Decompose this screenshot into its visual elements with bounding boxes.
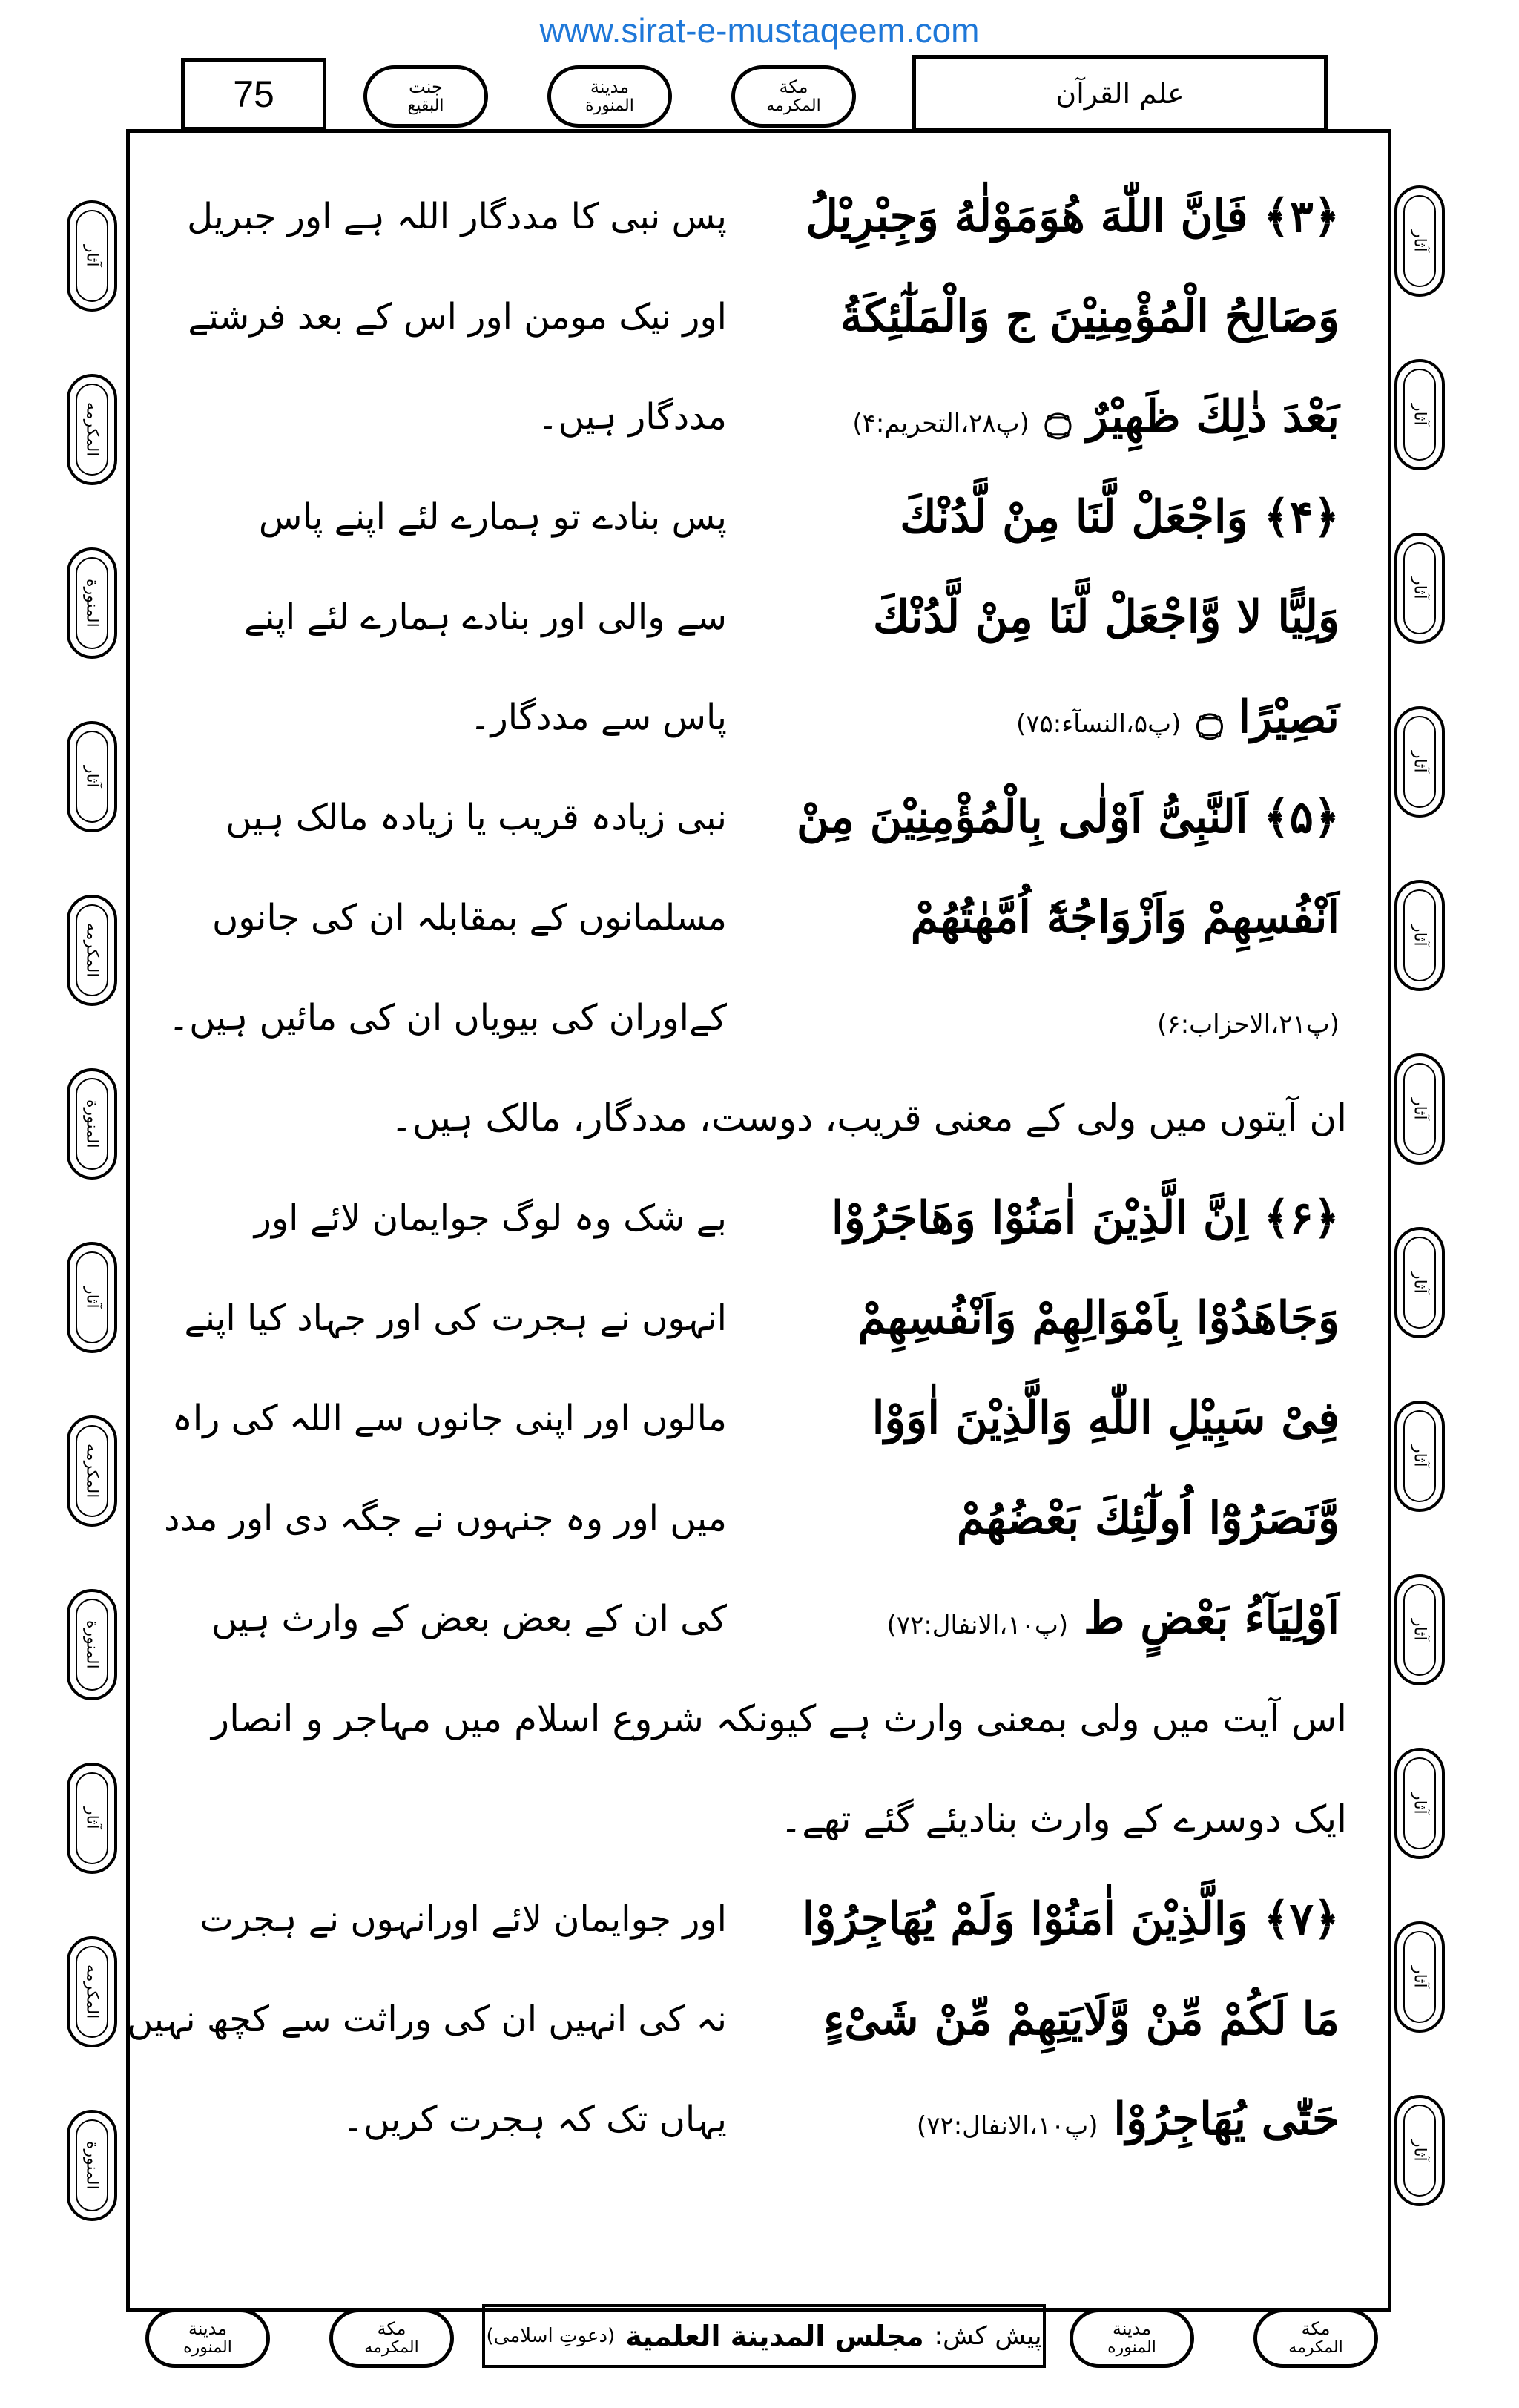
arabic-verse: ﴿۴﴾ وَاجْعَلْ لَّنَا مِنْ لَّدُنْكَ	[900, 491, 1340, 543]
verse-reference: (پ۱۰،الانفال:۷۲)	[886, 1611, 1069, 1640]
publisher-credit	[482, 2304, 1046, 2368]
seal-top-text: مدينة	[590, 76, 630, 97]
side-ornament-right	[1394, 533, 1445, 644]
urdu-translation: پاس سے مددگار۔	[469, 697, 727, 738]
urdu-translation: کی ان کے بعض بعض کے وارث ہیں	[211, 1598, 727, 1639]
arabic-text: اَوْلِيَآءُ بَعْضٍ ط	[1084, 1593, 1340, 1645]
verse-row	[178, 673, 1340, 762]
verse-row	[178, 2075, 1340, 2164]
arabic-verse	[746, 372, 1340, 461]
arabic-verse: ﴿۷﴾ وَالَّذِيْنَ اٰمَنُوْا وَلَمْ يُهَاجِرُوْا	[802, 1893, 1340, 1945]
seal-bottom-text: المنوره	[183, 2338, 232, 2357]
arabic-text: بَعْدَ ذٰلِكَ ظَهِيْرٌ ۝	[1044, 391, 1340, 443]
side-ornament-right	[1394, 2095, 1445, 2206]
side-label: آثار	[76, 1251, 108, 1343]
arabic-verse: مَا لَكُمْ مِّنْ وَّلَايَتِهِمْ مِّنْ شَىْءٍ	[823, 1993, 1340, 2045]
side-ornament-left	[67, 1589, 117, 1700]
urdu-translation: نہ کی انہیں ان کی وراثت سے کچھ نہیں	[127, 1999, 727, 2040]
seal-top-text: مدينة	[188, 2318, 228, 2339]
seal-top-text: مكة	[1301, 2318, 1331, 2339]
side-ornament-left	[67, 1936, 117, 2047]
side-ornament-left	[67, 2110, 117, 2221]
side-ornament-left	[67, 1242, 117, 1353]
side-ornament-right	[1394, 359, 1445, 470]
header-seal-makkah	[731, 65, 856, 128]
arabic-verse: اَنْفُسِهِمْ وَاَزْوَاجُهٗٓ اُمَّهٰتُهُمْ	[910, 892, 1340, 944]
urdu-translation: مسلمانوں کے بمقابلہ ان کی جانوں	[211, 897, 727, 938]
verse-row	[178, 1174, 1340, 1263]
side-label: آثار	[76, 1772, 108, 1864]
urdu-translation: اور نیک مومن اور اس کے بعد فرشتے	[188, 296, 727, 338]
seal-bottom-text: المكرمه	[766, 96, 821, 115]
side-label: المكرمه	[76, 1946, 108, 2038]
side-ornament-left	[67, 895, 117, 1006]
footer-seal-madinah	[1070, 2309, 1194, 2368]
book-title: علم القرآن	[912, 55, 1328, 132]
urdu-translation: میں اور وہ جنہوں نے جگہ دی اور مدد	[164, 1498, 727, 1539]
verse-reference: (پ۲۸،التحریم:۴)	[852, 409, 1029, 438]
arabic-verse	[746, 1574, 1340, 1663]
verse-row	[178, 1274, 1340, 1363]
verse-row	[164, 1474, 1340, 1563]
arabic-text: نَصِيْرًا ۝	[1196, 691, 1340, 743]
urdu-translation: نبی زیادہ قریب یا زیادہ مالک ہیں	[225, 797, 727, 838]
side-ornament-left	[67, 374, 117, 485]
side-ornament-right	[1394, 706, 1445, 818]
seal-top-text: جنت	[409, 76, 443, 97]
urdu-translation: پس بنادے تو ہمارے لئے اپنے پاس	[258, 496, 727, 538]
verse-row	[178, 573, 1340, 662]
footer-seal-madinah	[145, 2309, 270, 2368]
verse-row	[127, 1975, 1340, 2064]
arabic-verse	[746, 973, 1340, 1062]
website-url[interactable]: www.sirat-e-mustaqeem.com	[539, 11, 980, 50]
commentary-line: ان آیتوں میں ولی کے معنی قریب، دوست، مددگار، مالک ہیں۔	[390, 1096, 1347, 1139]
seal-bottom-text: المنوره	[1107, 2338, 1156, 2357]
urdu-translation: مالوں اور اپنی جانوں سے اللہ کی راہ	[171, 1398, 727, 1439]
side-label: المكرمه	[76, 384, 108, 476]
arabic-verse: وَصَالِحُ الْمُؤْمِنِيْنَ ج وَالْمَلٰٓئِكَةُ	[840, 291, 1340, 343]
arabic-verse: ﴿۵﴾ اَلنَّبِىُّ اَوْلٰى بِالْمُؤْمِنِيْنَ مِنْ	[797, 792, 1340, 843]
commentary-line: ایک دوسرے کے وارث بنادیئے گئے تھے۔	[780, 1797, 1347, 1840]
side-ornament-left	[67, 200, 117, 312]
seal-bottom-text: المنورة	[585, 96, 634, 115]
verse-row	[178, 773, 1340, 862]
side-label: المنورة	[76, 2119, 108, 2211]
urdu-translation: انہوں نے ہجرت کی اور جہاد کیا اپنے	[184, 1297, 727, 1339]
side-label: المكرمه	[76, 1425, 108, 1517]
side-ornament-left	[67, 1415, 117, 1527]
urdu-translation: بے شک وہ لوگ جوایمان لائے اور	[254, 1197, 727, 1239]
arabic-verse: وَّنَصَرُوْٓا اُولٰٓئِكَ بَعْضُهُمْ	[956, 1493, 1340, 1545]
side-label: آثار	[1403, 716, 1436, 808]
side-label: آثار	[1403, 195, 1436, 287]
side-ornament-right	[1394, 1227, 1445, 1338]
seal-bottom-text: البقيع	[407, 96, 444, 115]
verse-row	[171, 1374, 1340, 1463]
presented-by-label: پیش کش:	[934, 2321, 1042, 2351]
header-seal-jannat	[363, 65, 488, 128]
side-label: المنورة	[76, 557, 108, 649]
seal-top-text: مكة	[779, 76, 808, 97]
side-ornament-right	[1394, 1053, 1445, 1165]
side-label: المنورة	[76, 1599, 108, 1691]
footer-seal-makkah	[1253, 2309, 1378, 2368]
seal-bottom-text: المكرمه	[364, 2338, 419, 2357]
side-ornament-left	[67, 547, 117, 659]
side-ornament-right	[1394, 1921, 1445, 2033]
side-ornament-right	[1394, 185, 1445, 297]
urdu-translation: کےاوران کی بیویاں ان کی مائیں ہیں۔	[168, 997, 727, 1039]
side-label: آثار	[76, 210, 108, 302]
side-label: المنورة	[76, 1078, 108, 1170]
urdu-translation: یہاں تک کہ ہجرت کریں۔	[343, 2099, 727, 2140]
arabic-verse: ﴿۶﴾ اِنَّ الَّذِيْنَ اٰمَنُوْا وَهَاجَرُوْا	[831, 1192, 1340, 1244]
arabic-text: حَتّٰى يُهَاجِرُوْا	[1113, 2093, 1340, 2145]
verse-row	[178, 1574, 1340, 1663]
verse-row	[178, 172, 1340, 261]
urdu-translation: اور جوایمان لائے اورانہوں نے ہجرت	[200, 1898, 727, 1940]
arabic-verse: فِىْ سَبِيْلِ اللّٰهِ وَالَّذِيْنَ اٰوَوْا	[871, 1392, 1340, 1444]
arabic-verse: وَلِيًّا لا وَّاجْعَلْ لَّنَا مِنْ لَّدُنْكَ	[873, 591, 1340, 643]
arabic-verse: وَجَاهَدُوْا بِاَمْوَالِهِمْ وَاَنْفُسِهِمْ	[857, 1292, 1340, 1344]
side-label: آثار	[1403, 1584, 1436, 1676]
side-ornament-right	[1394, 880, 1445, 991]
side-label: آثار	[1403, 1410, 1436, 1502]
side-label: آثار	[1403, 369, 1436, 461]
verse-row	[168, 973, 1340, 1062]
side-label: آثار	[1403, 889, 1436, 981]
side-label: آثار	[1403, 2105, 1436, 2197]
side-label: آثار	[1403, 1931, 1436, 2023]
header-seal-madinah	[547, 65, 672, 128]
side-label: آثار	[76, 731, 108, 823]
page-number: 75	[181, 58, 326, 131]
urdu-translation: پس نبی کا مددگار اللہ ہے اور جبریل	[187, 196, 727, 237]
footer-seal-makkah	[329, 2309, 454, 2368]
verse-row	[178, 473, 1340, 562]
seal-top-text: مدينة	[1112, 2318, 1152, 2339]
arabic-verse	[746, 673, 1340, 762]
seal-bottom-text: المكرمه	[1288, 2338, 1343, 2357]
side-ornament-right	[1394, 1574, 1445, 1685]
side-label: آثار	[1403, 1757, 1436, 1849]
side-ornament-right	[1394, 1401, 1445, 1512]
verse-row	[178, 873, 1340, 962]
side-ornament-left	[67, 1763, 117, 1874]
verse-row	[178, 1875, 1340, 1964]
side-label: المكرمه	[76, 904, 108, 996]
verse-reference: (پ۵،النسآء:۷۵)	[1015, 709, 1182, 739]
side-label: آثار	[1403, 542, 1436, 634]
arabic-verse: ﴿۳﴾ فَاِنَّ اللّٰهَ هُوَمَوْلٰهُ وَجِبْرِيْلُ	[805, 191, 1340, 243]
verse-reference: (پ۱۰،الانفال:۷۲)	[916, 2111, 1098, 2141]
commentary-line: اس آیت میں ولی بمعنی وارث ہے کیونکہ شروع اسلام میں مہاجر و انصار	[211, 1697, 1347, 1740]
side-label: آثار	[1403, 1237, 1436, 1329]
side-ornament-left	[67, 721, 117, 832]
organization-sub: (دعوتِ اسلامی)	[486, 2325, 616, 2347]
urdu-translation: سے والی اور بنادے ہمارے لئے اپنے	[243, 596, 727, 638]
verse-row	[178, 372, 1340, 461]
organization-name: مجلس المدينة العلمية	[625, 2320, 924, 2352]
seal-top-text: مكة	[377, 2318, 406, 2339]
side-ornament-left	[67, 1068, 117, 1180]
arabic-verse	[746, 2075, 1340, 2164]
verse-reference: (پ۲۱،الاحزاب:۶)	[1157, 1010, 1340, 1039]
urdu-translation: مددگار ہیں۔	[537, 396, 727, 438]
side-label: آثار	[1403, 1063, 1436, 1155]
side-ornament-right	[1394, 1748, 1445, 1859]
verse-row	[178, 272, 1340, 361]
